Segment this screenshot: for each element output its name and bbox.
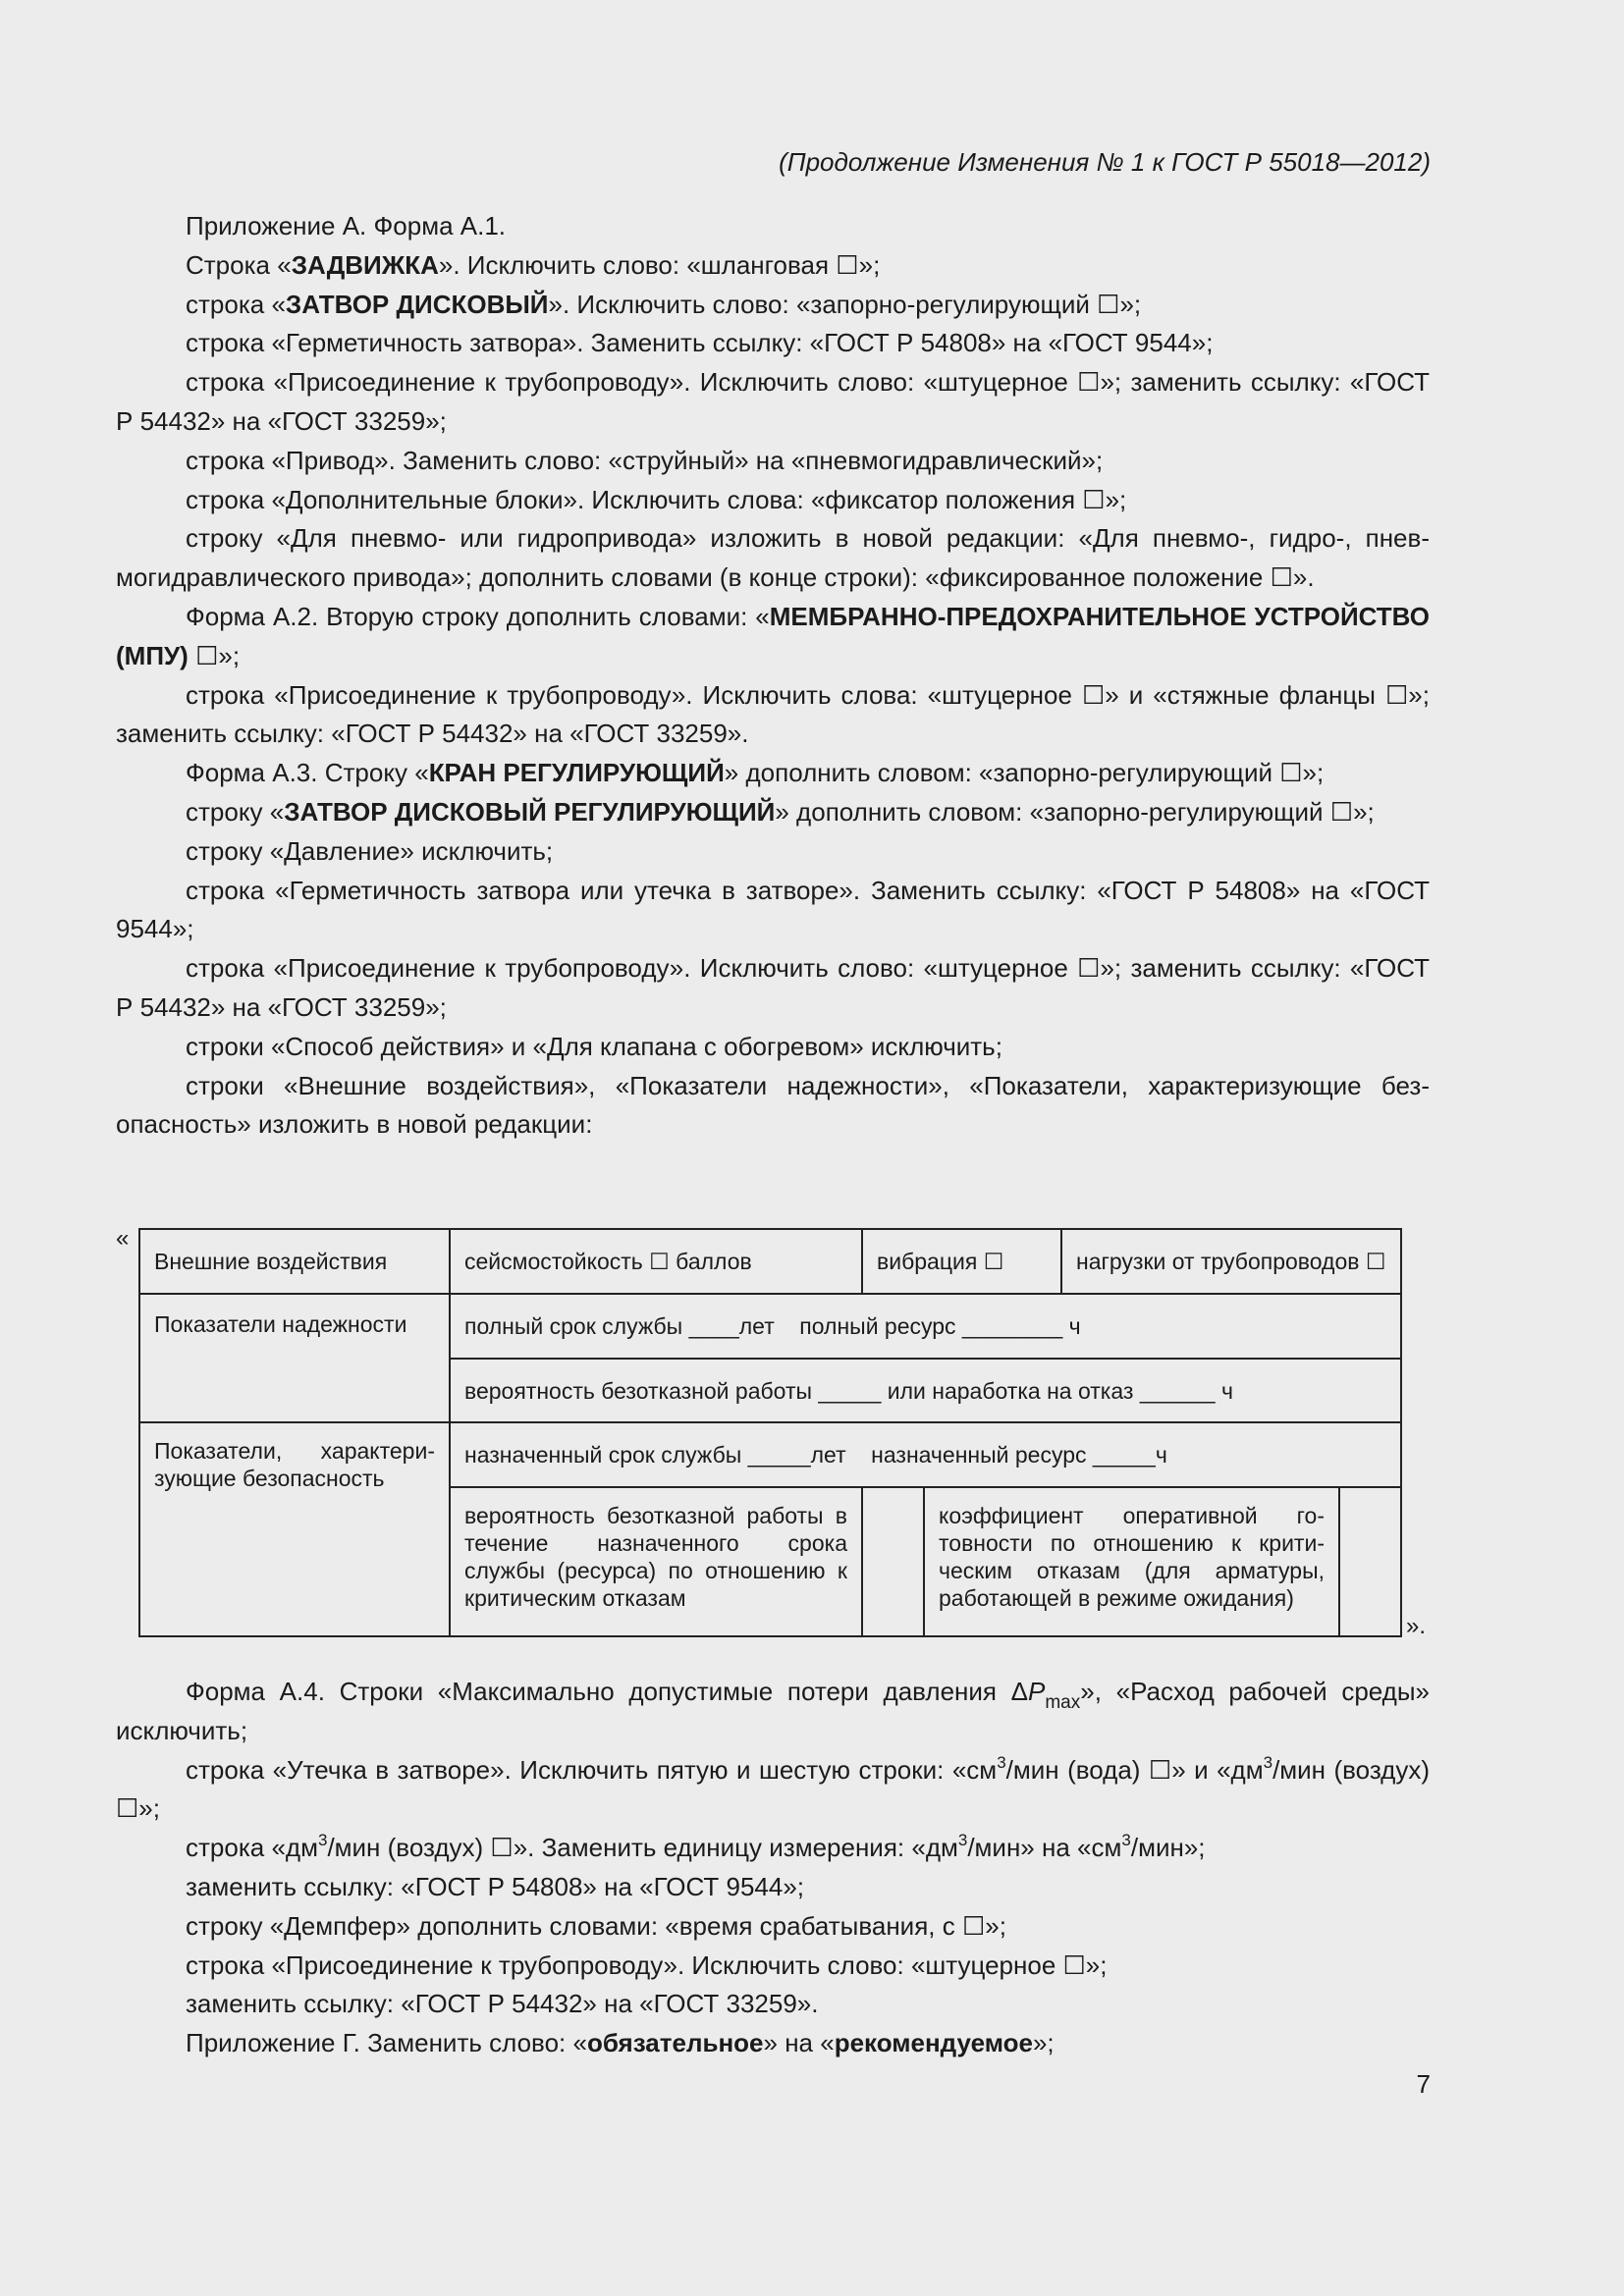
- indicators-table: [138, 1228, 1402, 1637]
- table-cell-empty: [862, 1487, 924, 1636]
- paragraph: Приложение Г. Заменить слово: «обязательное» на «рекомендуемое»;: [186, 2028, 1055, 2058]
- table-cell-seismic: сейсмостойкость ☐ баллов: [450, 1229, 862, 1294]
- page-number: 7: [1416, 2069, 1431, 2099]
- table-cell-reliability: Показатели надежности: [139, 1294, 450, 1422]
- paragraph: строка «Присоединение к трубопроводу». Исключить слово: «штуцерное ☐»;: [186, 1949, 1108, 1980]
- paragraph: Строка «ЗАДВИЖКА». Исключить слово: «шланговая ☐»;: [186, 249, 881, 280]
- table-cell-pipeline-loads: нагрузки от трубопроводов ☐: [1061, 1229, 1401, 1294]
- table-cell-external-impacts: Внешние воздействия: [139, 1229, 450, 1294]
- paragraph: Форма А.4. Строки «Максимально допустимые потери давления $\Delta P_{max}$», «Расход рабочей среды» исключить;: [116, 1677, 1430, 1745]
- table-open-quote: «: [116, 1225, 130, 1252]
- table-cell-safety-indicators: Показатели, характеризующие безопасность: [139, 1422, 450, 1636]
- paragraph: строки «Способ действия» и «Для клапана с обогревом» исключить;: [186, 1031, 1002, 1061]
- paragraph: Форма А.3. Строку «КРАН РЕГУЛИРУЮЩИЙ» дополнить словом: «запорно-регулирующий ☐»;: [186, 758, 1325, 788]
- paragraph: строка «Привод». Заменить слово: «струйный» на «пневмогидравлический»;: [186, 445, 1104, 475]
- paragraph: строка «Утечка в затворе». Исключить пятую и шестую строки: «$см^3$/мин (вода) ☐» и «$дм^3$/мин (воздух) ☐»;: [116, 1752, 1431, 1824]
- table-cell-empty: [1339, 1487, 1401, 1636]
- paragraph: строка «Присоединение к трубопроводу». Исключить слово: «штуцерное ☐»; заменить ссылку: «ГОСТ Р 54432» на «ГОСТ 33259»;: [116, 953, 1437, 1022]
- paragraph: строку «Давление» исключить;: [186, 835, 554, 866]
- paragraph: Форма А.2. Вторую строку дополнить словами: «МЕМБРАННО-ПРЕДОХРАНИТЕЛЬНОЕ УСТРОЙСТВО (МПУ) ☐»;: [116, 601, 1437, 670]
- table-close-quote: ».: [1406, 1613, 1427, 1639]
- table-cell-service-life: полный срок службы ____лет полный ресурс ________ ч: [450, 1294, 1401, 1359]
- paragraph: строка «Герметичность затвора». Заменить ссылку: «ГОСТ Р 54808» на «ГОСТ 9544»;: [186, 328, 1214, 358]
- paragraph: строка «Присоединение к трубопроводу». Исключить слово: «штуцерное ☐»; заменить ссылку: «ГОСТ Р 54432» на «ГОСТ 33259»;: [116, 367, 1437, 436]
- table-cell-assigned-life: назначенный срок службы _____лет назначенный ресурс _____ч: [450, 1422, 1401, 1487]
- paragraph: строку «ЗАТВОР ДИСКОВЫЙ РЕГУЛИРУЮЩИЙ» дополнить словом: «запорно-регулирующий ☐»;: [186, 796, 1375, 827]
- paragraph: строки «Внешние воздействия», «Показатели надежности», «Показатели, характеризующие безопасность» изложить в новой редакции:: [116, 1070, 1430, 1140]
- table-cell-vibration: вибрация ☐: [862, 1229, 1061, 1294]
- page-header: (Продолжение Изменения № 1 к ГОСТ Р 55018—2012): [779, 147, 1431, 177]
- paragraph: Приложение А. Форма А.1.: [186, 211, 507, 240]
- table-cell-failure-probability: вероятность безотказной работы _____ или наработка на отказ ______ ч: [450, 1359, 1401, 1422]
- amendment-text-top: [116, 207, 1437, 1145]
- paragraph: заменить ссылку: «ГОСТ Р 54432» на «ГОСТ 33259».: [186, 1989, 819, 2019]
- paragraph: строка «$дм^3$/мин (воздух) ☐». Заменить единицу измерения: «$дм^3$/мин» на «$см^3$/мин»;: [186, 1831, 1206, 1863]
- paragraph: строка «Дополнительные блоки». Исключить слова: «фиксатор положения ☐»;: [186, 484, 1127, 514]
- paragraph: строку «Демпфер» дополнить словами: «время срабатывания, с ☐»;: [186, 1910, 1006, 1941]
- paragraph: строка «Герметичность затвора или утечка в затворе». Заменить ссылку: «ГОСТ Р 54808» на «ГОСТ 9544»;: [116, 875, 1437, 944]
- paragraph: строку «Для пневмо- или гидропривода» изложить в новой редакции: «Для пневмо-, гидро-, пневмогидравлического привода»; дополнить словами (в конце строки): «фиксированное положение ☐».: [116, 523, 1430, 593]
- paragraph: строка «Присоединение к трубопроводу». Исключить слова: «штуцерное ☐» и «стяжные фланцы ☐»; заменить ссылку: «ГОСТ Р 54432» на «ГОСТ 33259».: [116, 679, 1437, 749]
- table-cell-readiness-coefficient: коэффициент оперативной готовности по отношению к критическим отказам (для арматуры, работающей в режиме ожидания): [924, 1487, 1339, 1636]
- paragraph: строка «ЗАТВОР ДИСКОВЫЙ». Исключить слово: «запорно-регулирующий ☐»;: [186, 289, 1142, 319]
- paragraph: заменить ссылку: «ГОСТ Р 54808» на «ГОСТ 9544»;: [186, 1871, 805, 1901]
- amendment-text-bottom: [116, 1673, 1430, 2063]
- table-cell-critical-failure-probability: вероятность безотказной работы в течение назначенного срока службы (ресурса) по отношению к критическим отказам: [450, 1487, 862, 1636]
